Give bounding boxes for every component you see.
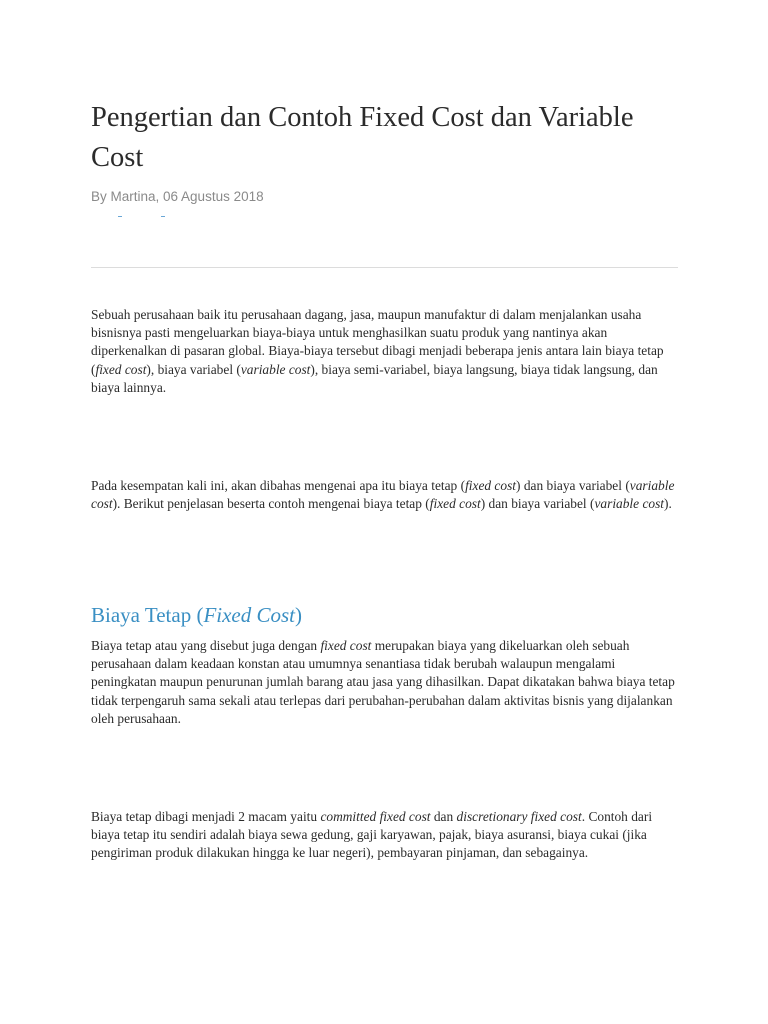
text: Biaya Tetap ( [91,603,204,627]
text: . Contoh dari biaya tetap itu sendiri adalah biaya sewa gedung, gaji karyawan, pajak, biaya asuransi, biaya cukai (jika pengiriman produk dilakukan hingga ke luar negeri), pembayaran pinjaman, dan sebagainya. [91,809,653,861]
section-heading-fixed-cost [91,601,302,629]
emphasis: variable cost [91,478,675,512]
emphasis: variable cost [240,361,311,377]
article-title: Pengertian dan Contoh Fixed Cost dan Variable Cost [91,102,634,173]
emphasis: fixed cost [465,478,517,493]
text: Biaya tetap dibagi menjadi 2 macam yaitu [91,809,321,824]
text: ) dan biaya variabel ( [516,478,630,493]
text: ) dan biaya variabel ( [480,496,595,512]
share-dot [118,216,122,217]
text: merupakan biaya yang dikeluarkan oleh sebuah perusahaan dalam keadaan konstan atau umumnya senantiasa tidak berubah walaupun mengalami peningkatan maupun penurunan jumlah barang atau jasa yang dihasilkan. Dapat dikatakan bahwa biaya tetap tidak terpengaruh sama sekali atau terlepas dari perubahan-perubahan dalam aktivitas bisnis yang dijalankan oleh perusahaan. [91,638,675,726]
text: dan [430,809,457,824]
share-dot [161,216,165,217]
emphasis: committed fixed cost [320,809,431,824]
text: ) [295,603,303,627]
paragraph-fixed-cost-types [91,808,681,863]
emphasis: discretionary fixed cost [456,809,582,824]
paragraph-overview [91,477,681,513]
text: ), biaya variabel ( [146,361,241,377]
paragraph-intro [91,306,681,397]
paragraph-fixed-cost-definition [91,637,681,728]
article-byline: By Martina, 06 Agustus 2018 [91,189,264,204]
emphasis: fixed cost [95,361,147,377]
text: Pada kesempatan kali ini, akan dibahas mengenai apa itu biaya tetap ( [91,478,466,493]
emphasis: fixed cost [320,638,372,653]
text: Sebuah perusahaan baik itu perusahaan dagang, jasa, maupun manufaktur di dalam menjalankan usaha bisnisnya pasti mengeluarkan biaya-biaya untuk menghasilkan suatu produk yang nantinya akan diperkenalkan di pasaran global. Biaya-biaya tersebut dibagi menjadi beberapa jenis antara lain biaya tetap ( [91,307,664,377]
emphasis: fixed cost [429,496,481,512]
emphasis: Fixed Cost [203,603,296,627]
text: Biaya tetap atau yang disebut juga dengan [91,638,321,653]
emphasis: variable cost [594,496,665,512]
text: ). [664,496,672,512]
text: ), biaya semi-variabel, biaya langsung, biaya tidak langsung, dan biaya lainnya. [91,361,658,395]
share-links-placeholder [118,216,178,220]
text: ). Berikut penjelasan beserta contoh mengenai biaya tetap ( [112,496,430,512]
divider [91,267,678,268]
